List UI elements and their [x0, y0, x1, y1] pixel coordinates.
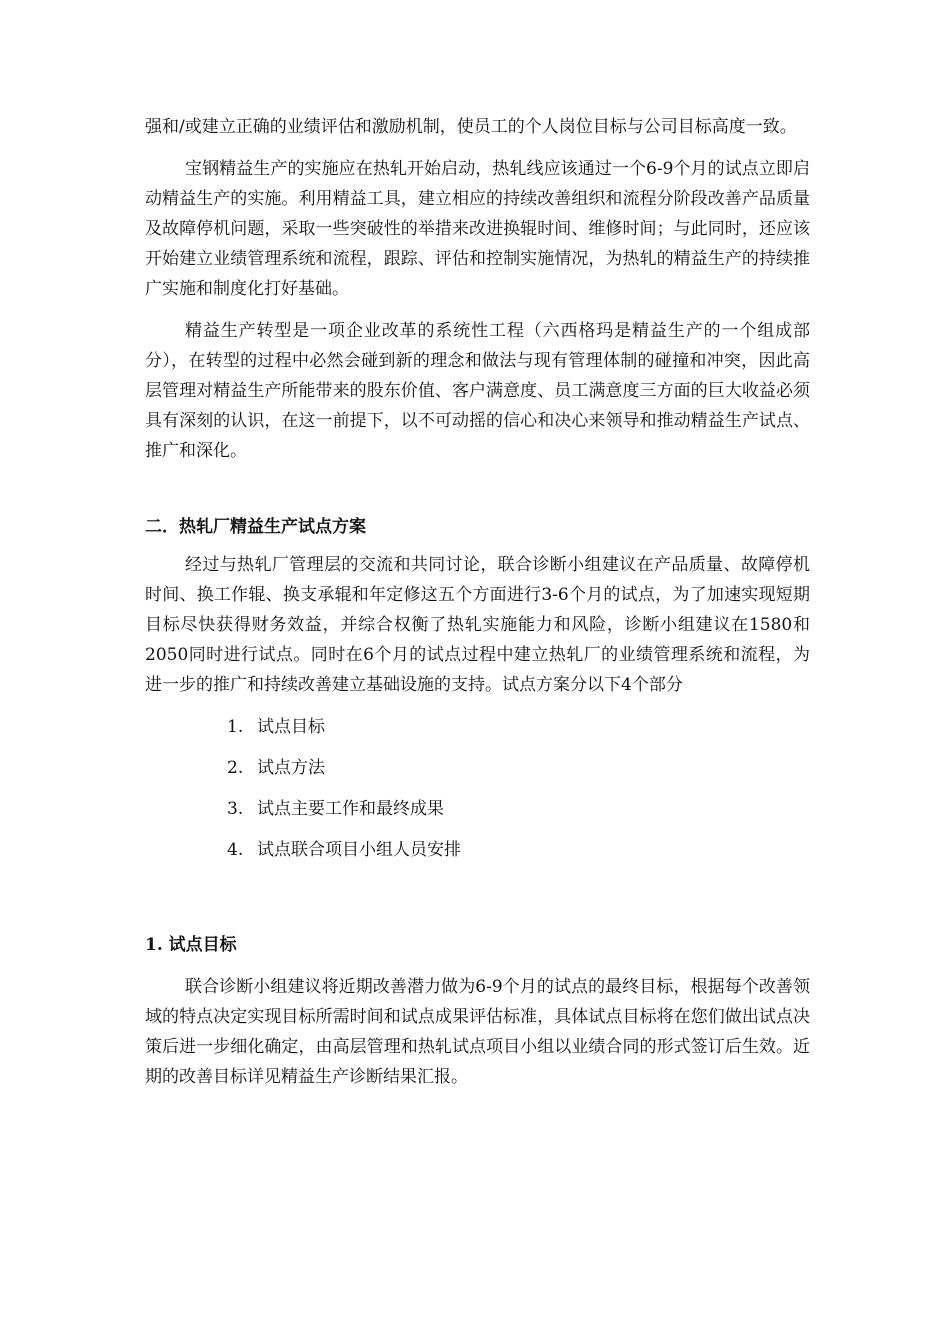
paragraph-pilot-goals: 联合诊断小组建议将近期改善潜力做为6-9个月的试点的最终目标，根据每个改善领域的特点决定实现目标所需时间和试点成果评估标准，具体试点目标将在您们做出试点决策后进一步细化确定，由高层管理和热轧试点项目小组以业绩合同的形式签订后生效。近期的改善目标详见精益生产诊断结果汇报。: [145, 977, 810, 1087]
list-item: 3. 试点主要工作和最终成果: [227, 799, 444, 819]
paragraph-pilot-plan: 经过与热轧厂管理层的交流和共同讨论，联合诊断小组建议在产品质量、故障停机时间、换工作辊、换支承辊和年定修这五个方面进行3-6个月的试点，为了加速实现短期目标尽快获得财务效益，并综合权衡了热轧实施能力和风险，诊断小组建议在1580和2050同时进行试点。同时在6个月的试点过程中建立热轧厂的业绩管理系统和流程，为进一步的推广和持续改善建立基础设施的支持。试点方案分以下4个部分: [145, 555, 810, 695]
pilot-parts-list: [145, 712, 810, 876]
paragraph-lean-transformation: 精益生产转型是一项企业改革的系统性工程（六西格玛是精益生产的一个组成部分），在转型的过程中必然会碰到新的理念和做法与现有管理体制的碰撞和冲突，因此高层管理对精益生产所能带来的股东价值、客户满意度、员工满意度三方面的巨大收益必须具有深刻的认识，在这一前提下，以不可动摇的信心和决心来领导和推动精益生产试点、推广和深化。: [145, 321, 810, 461]
subsection-heading-pilot-goals: 1. 试点目标: [145, 935, 237, 955]
paragraph-continuation: 强和/或建立正确的业绩评估和激励机制，使员工的个人岗位目标与公司目标高度一致。: [145, 117, 797, 137]
paragraph-baosteel-implementation: 宝钢精益生产的实施应在热轧开始启动，热轧线应该通过一个6-9个月的试点立即启动精益生产的实施。利用精益工具，建立相应的持续改善组织和流程分阶段改善产品质量及故障停机问题，采取一些突破性的举措来改进换辊时间、维修时间；与此同时，还应该开始建立业绩管理系统和流程，跟踪、评估和控制实施情况，为热轧的精益生产的持续推广实施和制度化打好基础。: [145, 159, 810, 299]
list-item: 2. 试点方法: [227, 758, 325, 778]
list-item: 1. 试点目标: [227, 717, 325, 737]
list-item: 4. 试点联合项目小组人员安排: [227, 840, 461, 860]
section-heading-pilot-plan: 二．热轧厂精益生产试点方案: [145, 517, 366, 537]
document-page: [145, 112, 810, 1092]
